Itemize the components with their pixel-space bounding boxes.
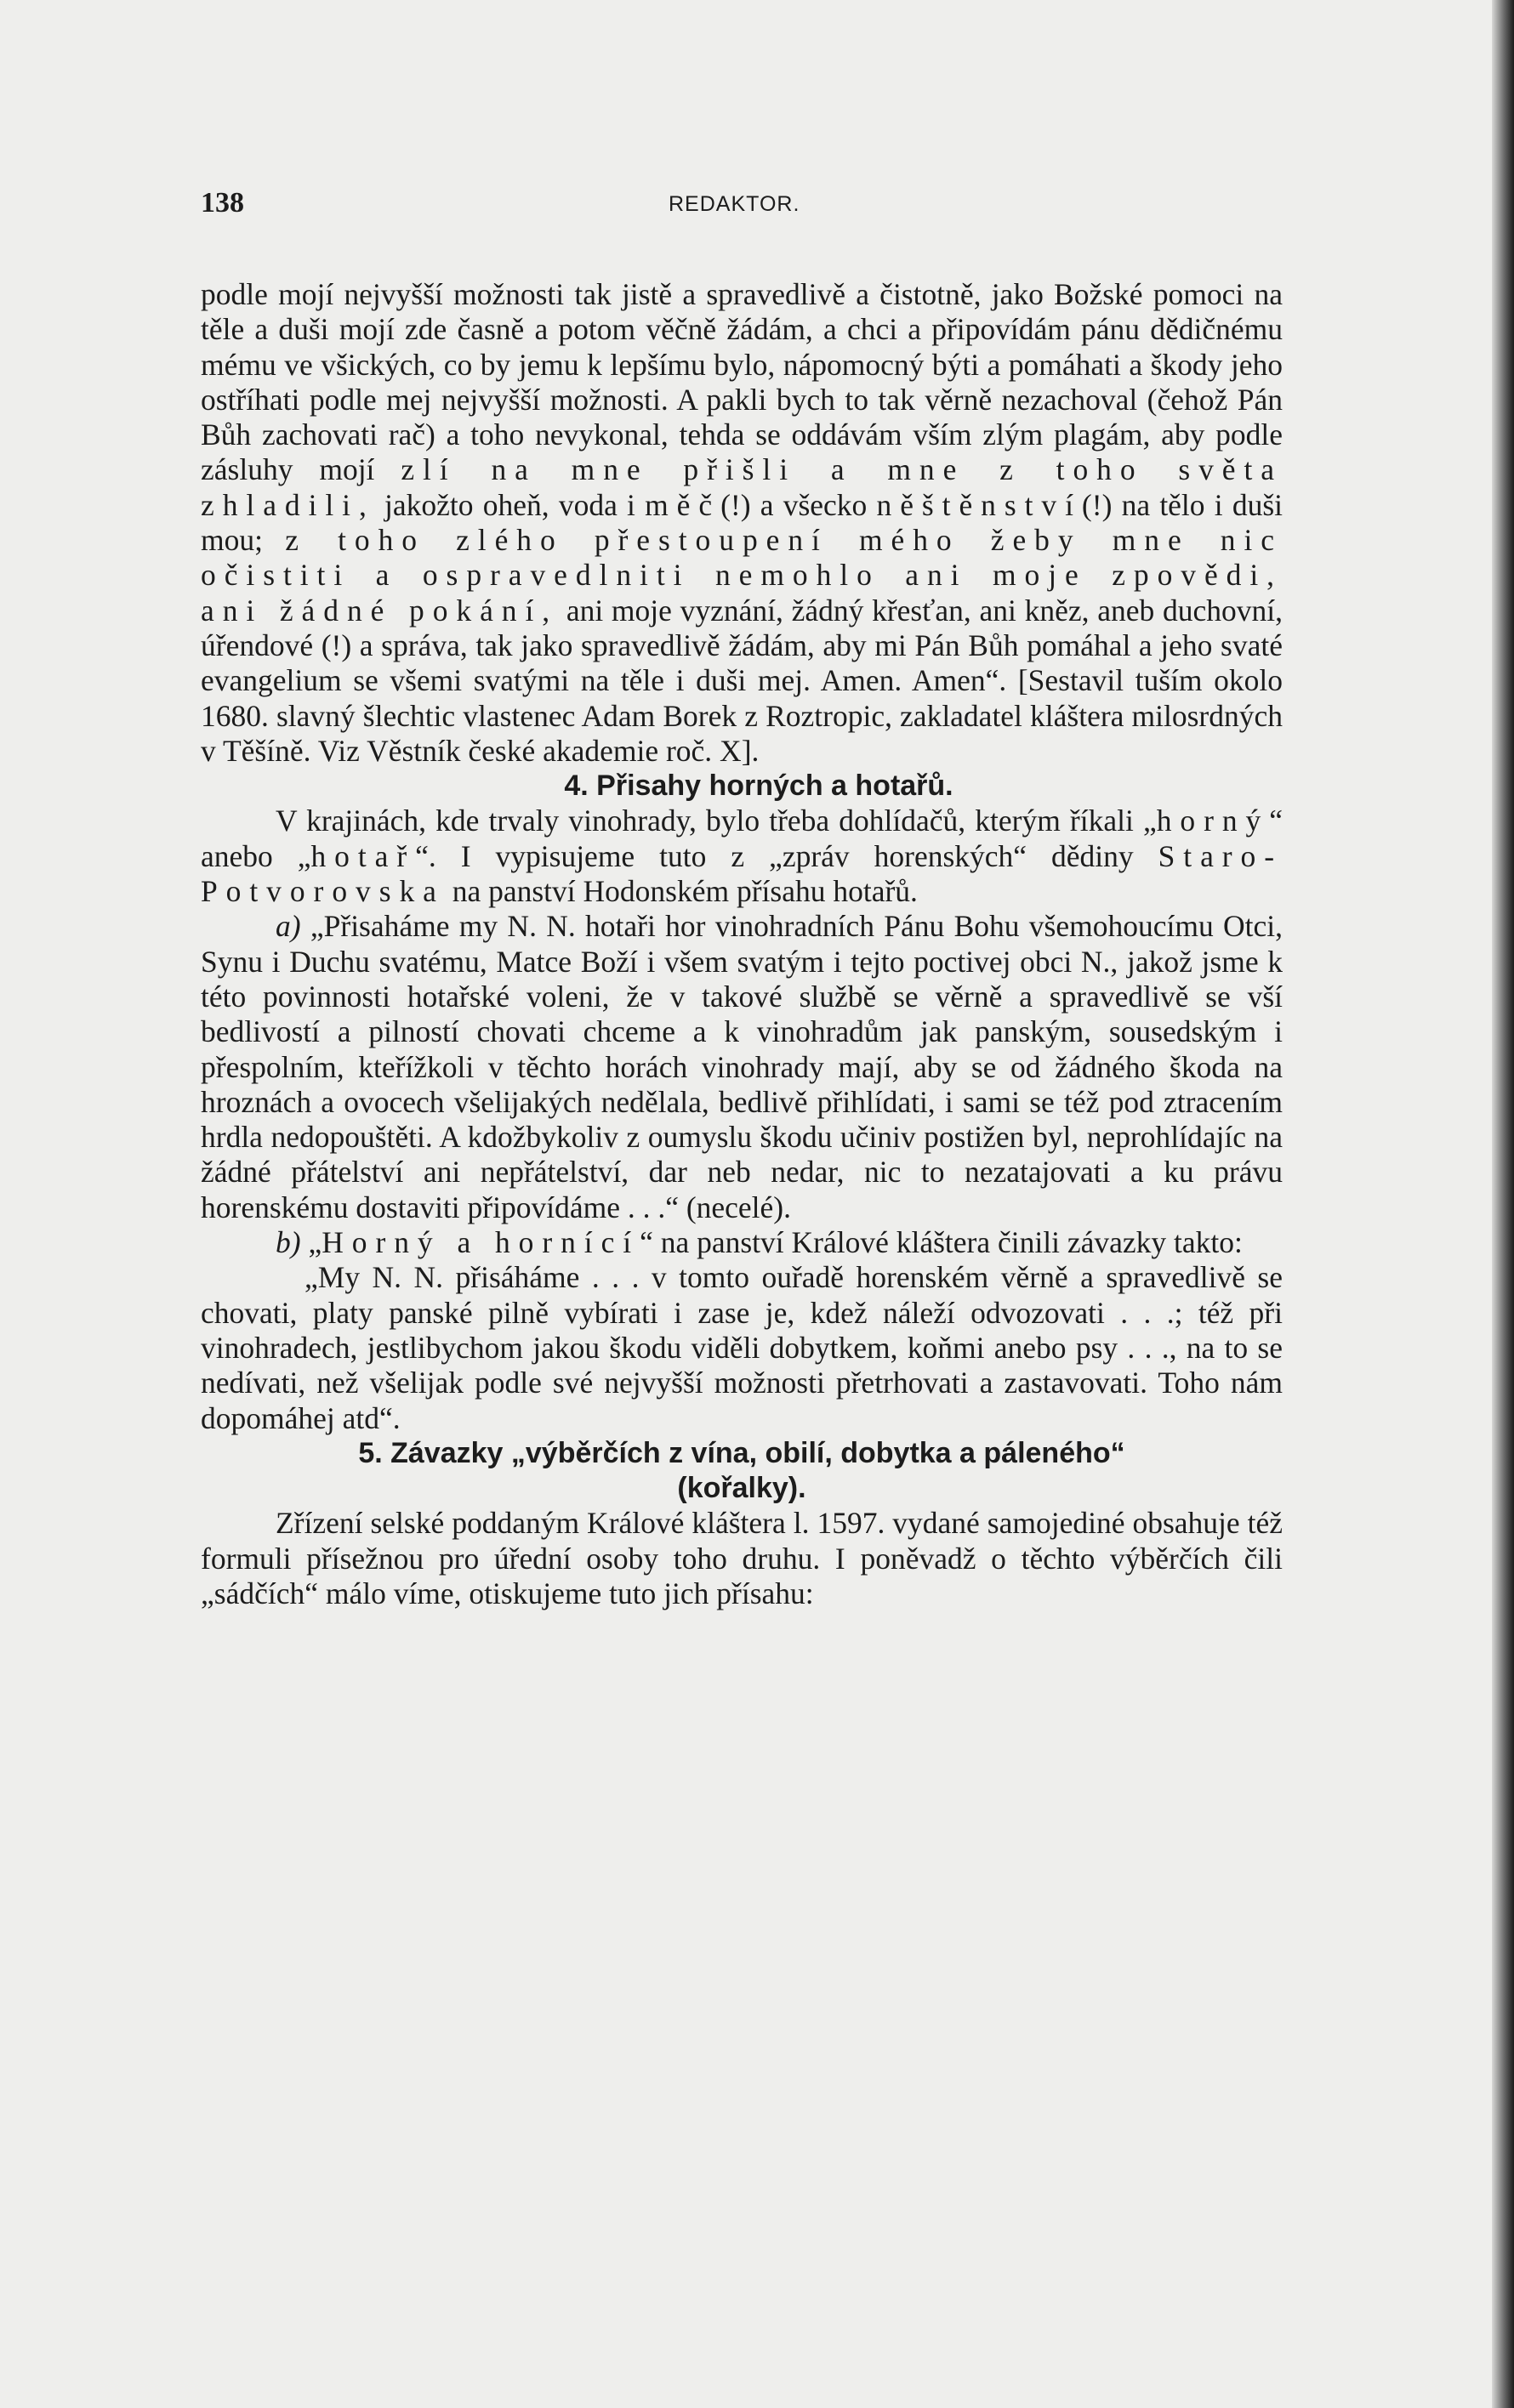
page-number: 138 [201, 187, 244, 219]
item-marker-b: b) [276, 1225, 301, 1260]
paragraph-vineyards [201, 804, 1283, 909]
book-spine [1492, 0, 1514, 2408]
spaced-text: Staro-Potvorovska [201, 838, 1283, 909]
text-run: “ anebo „ [201, 804, 1283, 873]
paragraph-oath-b-text: „My N. N. přisáháme . . . v tomto ouřadě horenském věrně a spravedlivě se chovati, platy panské pilně vybírati i zase je, kdež náleží odvozovati . . .; též při vinohradech, jestlibychom jakou škodu viděli dobytkem, koňmi anebo psy . . ., na to se nedívati, než všelijak podle své nejvyšší možnosti přetrhovati a zastavovati. Toho nám dopomáhej atd“. [201, 1260, 1283, 1435]
heading-line: (kořalky). [677, 1472, 806, 1505]
text-run: „ [308, 1225, 322, 1260]
item-marker-a: a) [276, 909, 301, 944]
page-header [201, 187, 1289, 230]
spaced-text: Horný a hornící [322, 1225, 640, 1260]
paragraph-statute: Zřízení selské poddaným Králové kláštera l. 1597. vydané samojediné obsahuje též formuli přísežnou pro úřední osoby toho druhu. I poněvadž o těchto výběrčích čili „sádčích“ málo víme, otiskujeme tuto jich přísahu: [201, 1506, 1283, 1610]
spaced-text: horný [1156, 804, 1270, 838]
text-run: “ na panství Králové kláštera činili závazky takto: [640, 1225, 1243, 1260]
section-heading-5 [201, 1436, 1283, 1507]
spaced-text: hotař [310, 838, 416, 873]
spaced-text: zlí na mne přišli a mne z toho světa zhladili, [201, 452, 1283, 522]
running-head: REDAKTOR. [669, 192, 800, 216]
text-run: “. I vypisujeme tuto z „zpráv horenských“ dědiny [415, 838, 1134, 873]
text-run: (!) a všecko [720, 487, 868, 522]
paragraph-oath-ending [201, 277, 1283, 769]
paragraph-oath-b [201, 1225, 1283, 1260]
spaced-text: něštěnství [876, 487, 1082, 522]
text-run: podle mojí nejvyšší možnosti tak jistě a spravedlivě a čistotně, jako Božské pomoci na těle a duši mojí zde časně a potom věčně žádám, a chci a připovídám pánu dědičnému mému ve všických, co by jemu k lepšímu bylo, nápomocný býti a pomáhati a škody jeho ostříhati podle mej nejvyšší možnosti. A pakli bych to tak věrně nezachoval (čehož Pán Bůh zachovati rač) a toho nevykonal, tehda se oddávám vším zlým plagám, aby podle zásluhy mojí [201, 277, 1283, 487]
text-run: „Přisaháme my N. N. hotaři hor vinohradních Pánu Bohu všemohoucímu Otci, Synu i Duchu svatému, Matce Boží i všem svatým i tejto poctivej obci N., jakož jsme k této povinnosti hotařské voleni, že v takové službě se věrně a spravedlivě se vší bedlivostí a pilností chovati chceme a k vinohradům jak panským, sousedským i přespolním, kteřížkoli v těchto horách vinohrady mají, aby se od žádného škoda na hroznách a ovocech všelijakých nedělala, bedlivě přihlídati, i sami se též pod ztracením hrdla nedopouštěti. A kdožbykoliv z oumyslu škodu učiniv postižen byl, neprohlídajíc na žádné přátelství ani nepřátelství, dar neb nedar, nic to nezatajovati a ku právu horenskému dostaviti připovídáme . . .“ (necelé). [201, 909, 1283, 1224]
heading-line: 5. Závazky „výběrčích z vína, obilí, dobytka a páleného“ [358, 1436, 1125, 1469]
spaced-text: měč [645, 487, 721, 522]
spaced-text: z toho zlého přestoupení mého žeby mne nic očistiti a ospravedlniti nemohlo ani moje zpovědi, ani žádné pokání, [201, 523, 1283, 628]
text-run: na panství Hodonském přísahu hotařů. [452, 874, 918, 909]
section-heading-4: 4. Přisahy horných a hotařů. [564, 770, 953, 803]
text-run: (!) na tělo i duši mou; [201, 487, 1283, 558]
text-run: jakožto oheň, voda i [384, 487, 635, 522]
body-text [201, 277, 1283, 1611]
paragraph-oath-a [201, 909, 1283, 1225]
text-run: ani moje vyznání, žádný křesťan, ani kněz, aneb duchovní, úřendové (!) a správa, tak jako spravedlivě žádám, aby mi Pán Bůh pomáhal a jeho svaté evangelium se všemi svatými na těle i duši mej. Amen. Amen“. [Sestavil tuším okolo 1680. slavný šlechtic vlastenec Adam Borek z Roztropic, zakladatel kláštera milosrdných v Těšíně. Viz Věstník české akademie roč. X]. [201, 593, 1283, 768]
text-run: V krajinách, kde trvaly vinohrady, bylo třeba dohlídačů, kterým říkali „ [276, 804, 1157, 838]
